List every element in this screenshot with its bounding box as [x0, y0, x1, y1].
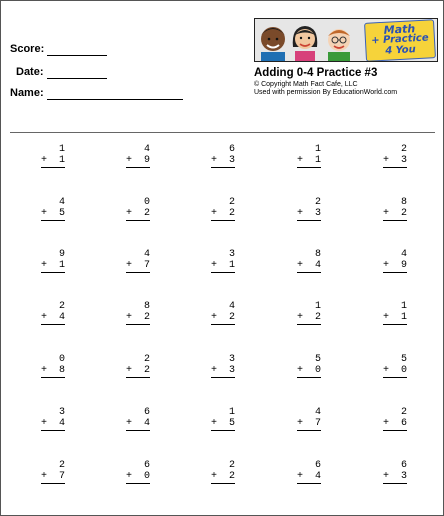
answer-line — [41, 272, 65, 273]
answer-line — [41, 483, 65, 484]
addition-problem — [211, 144, 235, 168]
top-addend: 6 — [314, 460, 321, 471]
answer-line — [126, 430, 150, 431]
addition-problem — [383, 249, 407, 273]
bottom-addend: 3 — [228, 365, 235, 376]
permission-text: Used with permission By EducationWorld.com — [254, 89, 398, 96]
logo-practice: + Practice — [370, 32, 429, 47]
bottom-addend: 5 — [228, 418, 235, 429]
bottom-addend: 0 — [314, 365, 321, 376]
plus-sign: + — [41, 418, 48, 429]
answer-line — [126, 220, 150, 221]
top-addend: 8 — [400, 197, 407, 208]
top-addend: 0 — [143, 197, 150, 208]
top-addend: 5 — [314, 354, 321, 365]
plus-sign: + — [297, 155, 304, 166]
plus-sign: + — [383, 260, 390, 271]
bottom-addend: 2 — [228, 208, 235, 219]
addition-problem — [41, 197, 65, 221]
plus-sign: + — [126, 418, 133, 429]
top-addend: 1 — [314, 301, 321, 312]
bottom-addend: 3 — [314, 208, 321, 219]
answer-line — [297, 324, 321, 325]
answer-line — [383, 430, 407, 431]
addition-problem — [126, 144, 150, 168]
bottom-addend: 3 — [400, 471, 407, 482]
addition-problem — [126, 301, 150, 325]
top-addend: 6 — [143, 407, 150, 418]
score-line — [47, 55, 107, 56]
addition-problem — [383, 144, 407, 168]
answer-line — [126, 324, 150, 325]
answer-line — [126, 377, 150, 378]
top-addend: 4 — [58, 197, 65, 208]
answer-line — [383, 377, 407, 378]
bottom-addend: 2 — [143, 312, 150, 323]
score-field — [10, 43, 44, 55]
plus-sign: + — [297, 208, 304, 219]
addition-problem — [383, 460, 407, 484]
top-addend: 8 — [143, 301, 150, 312]
answer-line — [41, 430, 65, 431]
answer-line — [383, 324, 407, 325]
plus-sign: + — [383, 208, 390, 219]
plus-sign: + — [297, 260, 304, 271]
plus-sign: + — [297, 312, 304, 323]
plus-sign: + — [211, 155, 218, 166]
addition-problem — [383, 407, 407, 431]
bottom-addend: 1 — [58, 155, 65, 166]
answer-line — [211, 167, 235, 168]
bottom-addend: 5 — [58, 208, 65, 219]
plus-sign: + — [211, 208, 218, 219]
addition-problem — [383, 301, 407, 325]
math-practice-logo — [364, 19, 436, 62]
answer-line — [41, 167, 65, 168]
top-addend: 8 — [314, 249, 321, 260]
bottom-addend: 3 — [228, 155, 235, 166]
addition-problem — [126, 354, 150, 378]
plus-sign: + — [211, 260, 218, 271]
plus-sign: + — [126, 471, 133, 482]
addition-problem — [383, 197, 407, 221]
bottom-addend: 4 — [58, 418, 65, 429]
date-label: Date: — [16, 66, 44, 78]
copyright-text: © Copyright Math Fact Cafe, LLC — [254, 81, 358, 88]
plus-sign: + — [211, 418, 218, 429]
addition-problem — [41, 144, 65, 168]
plus-sign: + — [41, 155, 48, 166]
header-divider — [10, 132, 435, 133]
bottom-addend: 2 — [143, 365, 150, 376]
answer-line — [41, 377, 65, 378]
top-addend: 2 — [143, 354, 150, 365]
top-addend: 6 — [228, 144, 235, 155]
bottom-addend: 2 — [400, 208, 407, 219]
date-field — [16, 66, 44, 78]
top-addend: 5 — [400, 354, 407, 365]
addition-problem — [41, 460, 65, 484]
top-addend: 2 — [58, 460, 65, 471]
addition-problem — [126, 249, 150, 273]
plus-sign: + — [383, 365, 390, 376]
addition-problem — [297, 301, 321, 325]
top-addend: 2 — [58, 301, 65, 312]
addition-problem — [41, 354, 65, 378]
top-addend: 6 — [143, 460, 150, 471]
plus-sign: + — [126, 312, 133, 323]
bottom-addend: 9 — [400, 260, 407, 271]
bottom-addend: 2 — [143, 208, 150, 219]
top-addend: 0 — [58, 354, 65, 365]
plus-sign: + — [211, 471, 218, 482]
answer-line — [126, 483, 150, 484]
answer-line — [297, 220, 321, 221]
top-addend: 2 — [400, 144, 407, 155]
top-addend: 1 — [58, 144, 65, 155]
top-addend: 4 — [228, 301, 235, 312]
answer-line — [297, 430, 321, 431]
bottom-addend: 7 — [314, 418, 321, 429]
top-addend: 1 — [228, 407, 235, 418]
bottom-addend: 2 — [228, 312, 235, 323]
worksheet-title: Adding 0-4 Practice #3 — [254, 67, 378, 79]
top-addend: 6 — [400, 460, 407, 471]
bottom-addend: 8 — [58, 365, 65, 376]
top-addend: 4 — [143, 249, 150, 260]
bottom-addend: 2 — [228, 471, 235, 482]
addition-problem — [297, 354, 321, 378]
answer-line — [211, 430, 235, 431]
top-addend: 4 — [400, 249, 407, 260]
addition-problem — [383, 354, 407, 378]
plus-sign: + — [383, 155, 390, 166]
top-addend: 1 — [314, 144, 321, 155]
name-label: Name: — [10, 87, 44, 99]
top-addend: 4 — [314, 407, 321, 418]
bottom-addend: 2 — [314, 312, 321, 323]
bottom-addend: 4 — [314, 471, 321, 482]
top-addend: 2 — [228, 197, 235, 208]
name-line — [47, 99, 183, 100]
addition-problem — [297, 460, 321, 484]
top-addend: 4 — [143, 144, 150, 155]
addition-problem — [41, 407, 65, 431]
date-line — [47, 78, 107, 79]
plus-sign: + — [41, 208, 48, 219]
answer-line — [383, 483, 407, 484]
top-addend: 2 — [400, 407, 407, 418]
addition-problem — [126, 407, 150, 431]
plus-sign: + — [297, 365, 304, 376]
answer-line — [126, 167, 150, 168]
bottom-addend: 4 — [314, 260, 321, 271]
answer-line — [383, 220, 407, 221]
bottom-addend: 0 — [143, 471, 150, 482]
bottom-addend: 4 — [143, 418, 150, 429]
addition-problem — [297, 249, 321, 273]
answer-line — [297, 167, 321, 168]
plus-sign: + — [41, 365, 48, 376]
answer-line — [297, 483, 321, 484]
answer-line — [297, 272, 321, 273]
plus-sign: + — [383, 471, 390, 482]
addition-problem — [126, 460, 150, 484]
plus-sign: + — [126, 208, 133, 219]
bottom-addend: 4 — [58, 312, 65, 323]
answer-line — [126, 272, 150, 273]
answer-line — [297, 377, 321, 378]
addition-problem — [297, 407, 321, 431]
addition-problem — [211, 460, 235, 484]
plus-sign: + — [211, 365, 218, 376]
math-practice-banner — [254, 18, 438, 62]
bottom-addend: 0 — [400, 365, 407, 376]
answer-line — [211, 324, 235, 325]
answer-line — [211, 220, 235, 221]
top-addend: 9 — [58, 249, 65, 260]
answer-line — [211, 377, 235, 378]
answer-line — [383, 167, 407, 168]
top-addend: 3 — [58, 407, 65, 418]
answer-line — [211, 272, 235, 273]
kids-illustration-icon — [255, 19, 365, 61]
logo-math: Math — [383, 22, 416, 37]
answer-line — [211, 483, 235, 484]
addition-problem — [211, 407, 235, 431]
score-label: Score: — [10, 43, 45, 55]
logo-4you: 4 You — [385, 44, 416, 57]
addition-problem — [211, 249, 235, 273]
plus-sign: + — [126, 155, 133, 166]
addition-problem — [41, 301, 65, 325]
bottom-addend: 1 — [58, 260, 65, 271]
top-addend: 3 — [228, 249, 235, 260]
addition-problem — [211, 354, 235, 378]
plus-sign: + — [41, 471, 48, 482]
top-addend: 3 — [228, 354, 235, 365]
name-field — [10, 87, 44, 99]
bottom-addend: 6 — [400, 418, 407, 429]
bottom-addend: 1 — [228, 260, 235, 271]
bottom-addend: 1 — [400, 312, 407, 323]
plus-sign: + — [297, 418, 304, 429]
addition-problem — [297, 144, 321, 168]
plus-sign: + — [126, 260, 133, 271]
bottom-addend: 7 — [143, 260, 150, 271]
addition-problem — [211, 301, 235, 325]
plus-sign: + — [41, 260, 48, 271]
plus-sign: + — [383, 418, 390, 429]
plus-sign: + — [41, 312, 48, 323]
addition-problem — [126, 197, 150, 221]
plus-sign: + — [126, 365, 133, 376]
answer-line — [41, 324, 65, 325]
bottom-addend: 9 — [143, 155, 150, 166]
plus-sign: + — [383, 312, 390, 323]
addition-problem — [211, 197, 235, 221]
answer-line — [383, 272, 407, 273]
top-addend: 2 — [228, 460, 235, 471]
top-addend: 1 — [400, 301, 407, 312]
plus-sign: + — [211, 312, 218, 323]
plus-sign: + — [297, 471, 304, 482]
bottom-addend: 3 — [400, 155, 407, 166]
answer-line — [41, 220, 65, 221]
addition-problem — [297, 197, 321, 221]
bottom-addend: 1 — [314, 155, 321, 166]
bottom-addend: 7 — [58, 471, 65, 482]
addition-problem — [41, 249, 65, 273]
top-addend: 2 — [314, 197, 321, 208]
